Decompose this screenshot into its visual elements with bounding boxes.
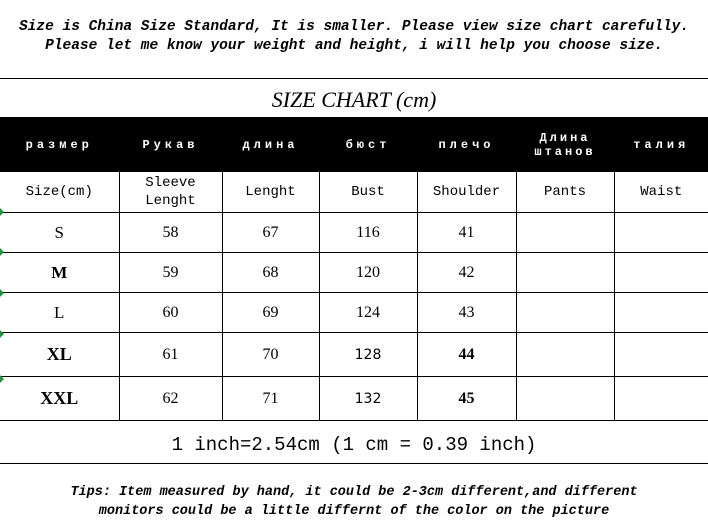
corner-mark-icon: [0, 289, 4, 297]
measurement-tips: [0, 483, 708, 521]
ru-header-waist: талия: [614, 118, 708, 172]
table-row: [0, 213, 708, 253]
english-header-row: [0, 172, 708, 213]
pants-cell: [516, 253, 614, 293]
sleeve-cell: 60: [119, 293, 222, 333]
table-row: [0, 253, 708, 293]
ru-header-length: длина: [222, 118, 319, 172]
ru-header-pants: Длина штанов: [516, 118, 614, 172]
ru-header-bust: бюст: [319, 118, 417, 172]
en-header-pants: Pants: [516, 172, 614, 213]
size-cell: L: [0, 293, 119, 333]
table-row: [0, 333, 708, 377]
corner-mark-icon: [0, 248, 4, 256]
notice-line-2: Please let me know your weight and height, i will help you choose size.: [45, 38, 663, 54]
shoulder-cell: 43: [417, 293, 516, 333]
sleeve-cell: 59: [119, 253, 222, 293]
shoulder-cell: 41: [417, 213, 516, 253]
size-notice: [0, 18, 708, 56]
shoulder-cell: 45: [417, 377, 516, 421]
corner-mark-icon: [0, 375, 4, 383]
pants-cell: [516, 377, 614, 421]
table-row: [0, 377, 708, 421]
shoulder-cell: 42: [417, 253, 516, 293]
en-header-sleeve: Sleeve Lenght: [119, 172, 222, 213]
size-cell: S: [0, 213, 119, 253]
corner-mark-icon: [0, 330, 4, 338]
en-header-shoulder: Shoulder: [417, 172, 516, 213]
waist-cell: [614, 377, 708, 421]
length-cell: 68: [222, 253, 319, 293]
size-cell: M: [0, 253, 119, 293]
bust-cell: 120: [319, 253, 417, 293]
waist-cell: [614, 253, 708, 293]
sleeve-cell: 61: [119, 333, 222, 377]
shoulder-cell: 44: [417, 333, 516, 377]
en-header-size: Size(cm): [0, 172, 119, 213]
bust-cell: 128: [319, 333, 417, 377]
notice-line-1: Size is China Size Standard, It is smaller. Please view size chart carefully.: [18, 19, 689, 35]
bust-cell: 116: [319, 213, 417, 253]
size-chart-table: [0, 117, 708, 421]
waist-cell: [614, 333, 708, 377]
corner-mark-icon: [0, 208, 4, 216]
en-header-length: Lenght: [222, 172, 319, 213]
table-row: [0, 293, 708, 333]
pants-cell: [516, 213, 614, 253]
unit-conversion-note: 1 inch=2.54cm (1 cm = 0.39 inch): [171, 434, 537, 456]
size-cell: XL: [0, 333, 119, 377]
length-cell: 70: [222, 333, 319, 377]
waist-cell: [614, 213, 708, 253]
length-cell: 67: [222, 213, 319, 253]
pants-cell: [516, 333, 614, 377]
length-cell: 69: [222, 293, 319, 333]
ru-header-size: размер: [0, 118, 119, 172]
size-cell: XXL: [0, 377, 119, 421]
ru-header-shoulder: плечо: [417, 118, 516, 172]
en-header-waist: Waist: [614, 172, 708, 213]
ru-header-sleeve: Рукав: [119, 118, 222, 172]
russian-header-row: [0, 118, 708, 172]
en-header-bust: Bust: [319, 172, 417, 213]
length-cell: 71: [222, 377, 319, 421]
sleeve-cell: 58: [119, 213, 222, 253]
waist-cell: [614, 293, 708, 333]
pants-cell: [516, 293, 614, 333]
tips-line-1: Tips: Item measured by hand, it could be 2-3cm different,and different: [70, 485, 638, 500]
bust-cell: 132: [319, 377, 417, 421]
tips-line-2: monitors could be a little differnt of the color on the picture: [98, 504, 610, 519]
sleeve-cell: 62: [119, 377, 222, 421]
chart-title: SIZE CHART (cm): [271, 87, 437, 112]
bust-cell: 124: [319, 293, 417, 333]
